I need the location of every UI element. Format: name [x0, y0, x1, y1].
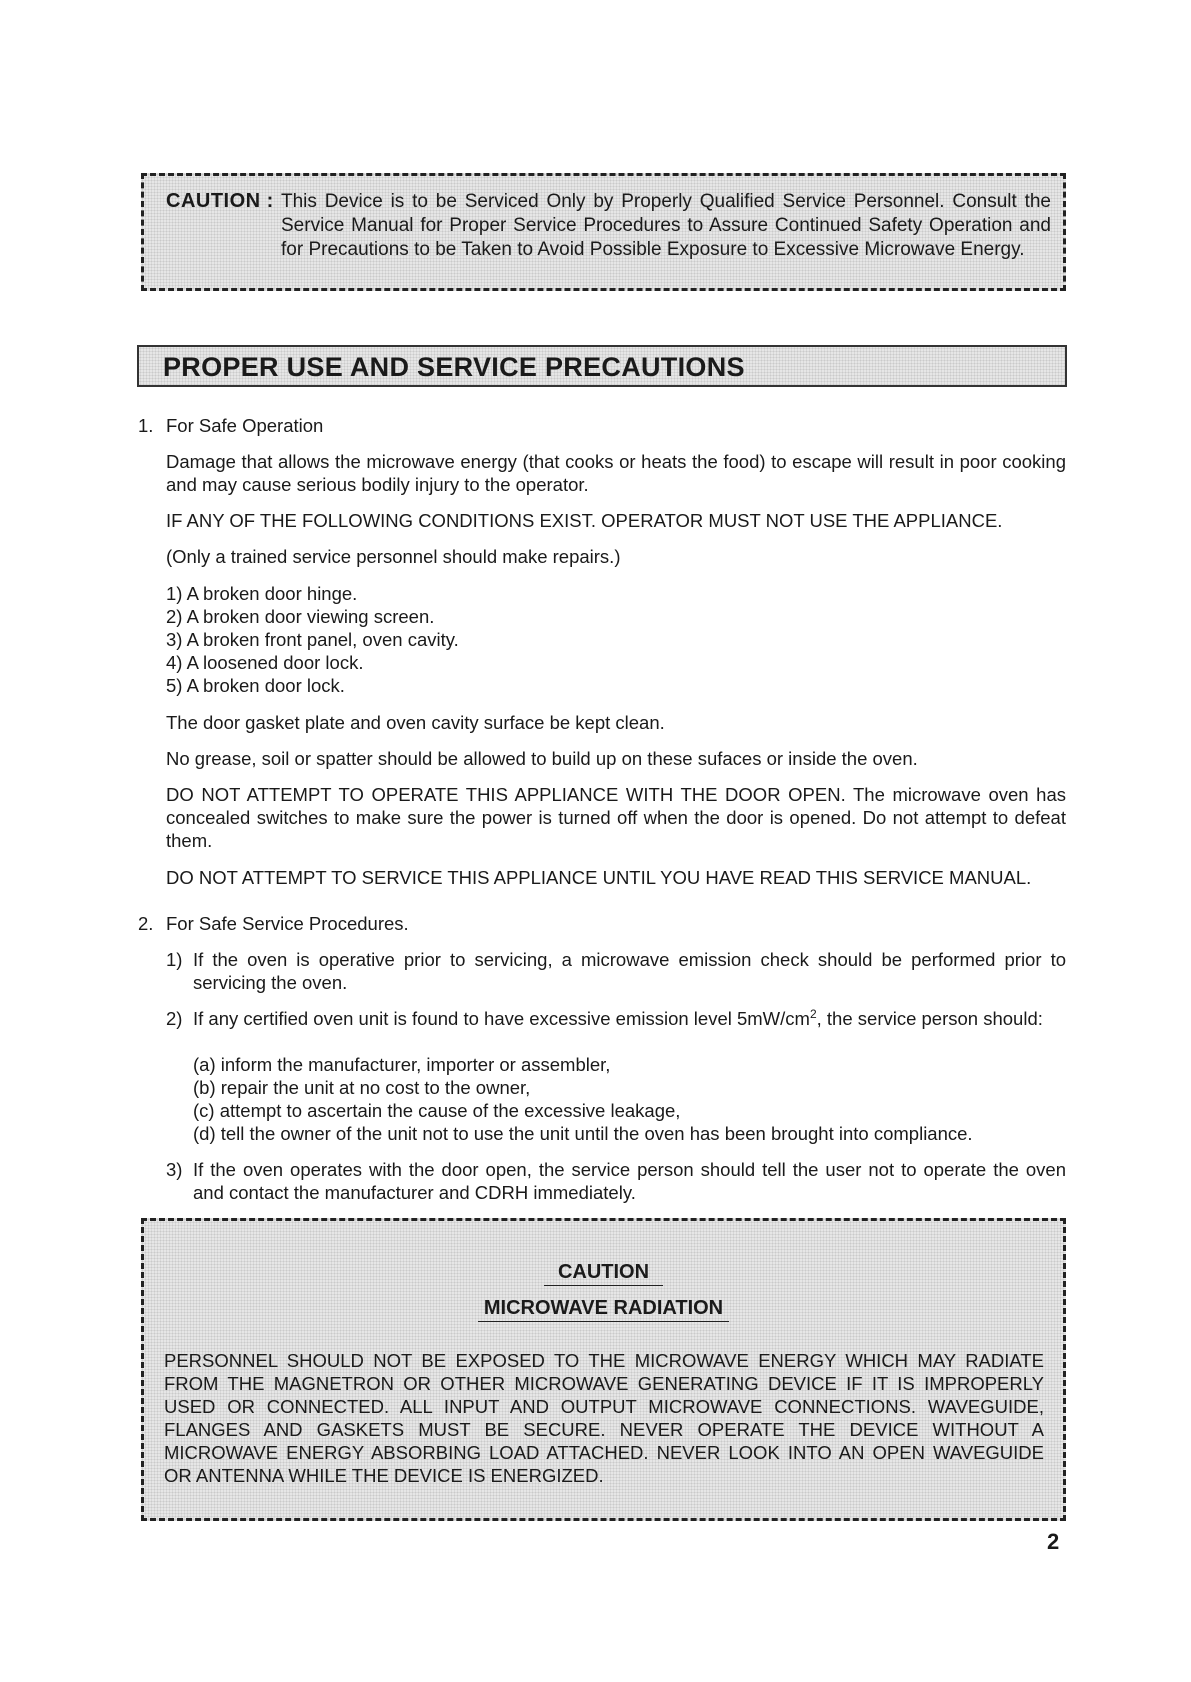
microwave-radiation-caution-box [141, 1218, 1066, 1521]
caution-label: CAUTION : [166, 190, 274, 212]
section-1-paragraph: DO NOT ATTEMPT TO SERVICE THIS APPLIANCE UNTIL YOU HAVE READ THIS SERVICE MANUAL. [166, 867, 1032, 888]
caution-title: CAUTION [144, 1261, 1063, 1284]
section-1-paragraph: Damage that allows the microwave energy (that cooks or heats the food) to escape will result in poor cooking and may cause serious bodily injury to the operator. [166, 451, 1066, 495]
section-2-item-number: 1) [166, 949, 183, 970]
section-heading [137, 345, 1067, 387]
caution-subtitle: MICROWAVE RADIATION [144, 1297, 1063, 1320]
list-item: 3) A broken front panel, oven cavity. [166, 629, 459, 650]
section-1-title: For Safe Operation [166, 415, 324, 436]
caution-body-text: PERSONNEL SHOULD NOT BE EXPOSED TO THE MICROWAVE ENERGY WHICH MAY RADIATE FROM THE MAGNETRON OR OTHER MICROWAVE GENERATING DEVICE IF IT IS IMPROPERLY USED OR CONNECTED. ALL INPUT AND OUTPUT MICROWAVE CONNECTIONS. WAVEGUIDE, FLANGES AND GASKETS MUST BE SECURE. NEVER OPERATE THE DEVICE WITHOUT A MICROWAVE ENERGY ABSORBING LOAD ATTACHED. NEVER LOOK INTO AN OPEN WAVEGUIDE OR ANTENNA WHILE THE DEVICE IS ENERGIZED. [164, 1350, 1044, 1486]
section-1-note: (Only a trained service personnel should make repairs.) [166, 546, 621, 567]
section-2-item-number: 3) [166, 1159, 183, 1180]
list-item: 5) A broken door lock. [166, 675, 345, 696]
section-2-item-number: 2) [166, 1008, 183, 1029]
sub-list-item: (c) attempt to ascertain the cause of the excessive leakage, [193, 1100, 681, 1121]
caution-notice-box [141, 173, 1066, 291]
caution-text: This Device is to be Serviced Only by Properly Qualified Service Personnel. Consult the Service Manual for Proper Service Procedures to Assure Continued Safety Operation and for Precautions to be Taken to Avoid Possible Exposure to Excessive Microwave Energy. [281, 191, 1051, 260]
section-2-item-text: If the oven is operative prior to servicing, a microwave emission check should be performed prior to servicing the oven. [193, 949, 1066, 993]
section-2-item-text: If the oven operates with the door open, the service person should tell the user not to operate the oven and contact the manufacturer and CDRH immediately. [193, 1159, 1066, 1203]
list-item: 4) A loosened door lock. [166, 652, 364, 673]
section-2-title: For Safe Service Procedures. [166, 913, 409, 934]
superscript: 2 [809, 1007, 817, 1021]
section-1-paragraph: The door gasket plate and oven cavity surface be kept clean. [166, 712, 665, 733]
section-2-number: 2. [138, 913, 154, 934]
section-1-paragraph: DO NOT ATTEMPT TO OPERATE THIS APPLIANCE WITH THE DOOR OPEN. The microwave oven has concealed switches to make sure the power is turned off when the door is opened. Do not attempt to defeat them. [166, 784, 1066, 851]
sub-list-item: (a) inform the manufacturer, importer or assembler, [193, 1054, 611, 1075]
sub-list-item: (d) tell the owner of the unit not to use the unit until the oven has been brought into compliance. [193, 1123, 973, 1144]
section-1-warning-line: IF ANY OF THE FOLLOWING CONDITIONS EXIST. OPERATOR MUST NOT USE THE APPLIANCE. [166, 510, 1003, 531]
section-2-item-text: If any certified oven unit is found to have excessive emission level $5mW/cm^2$, the service person should: [193, 1007, 1043, 1029]
section-1-number: 1. [138, 415, 154, 436]
page-title: PROPER USE AND SERVICE PRECAUTIONS [163, 352, 745, 382]
page-number: 2 [1047, 1529, 1060, 1554]
list-item: 1) A broken door hinge. [166, 583, 358, 604]
section-1-paragraph: No grease, soil or spatter should be allowed to build up on these sufaces or inside the oven. [166, 748, 918, 769]
list-item: 2) A broken door viewing screen. [166, 606, 435, 627]
sub-list-item: (b) repair the unit at no cost to the owner, [193, 1077, 531, 1098]
